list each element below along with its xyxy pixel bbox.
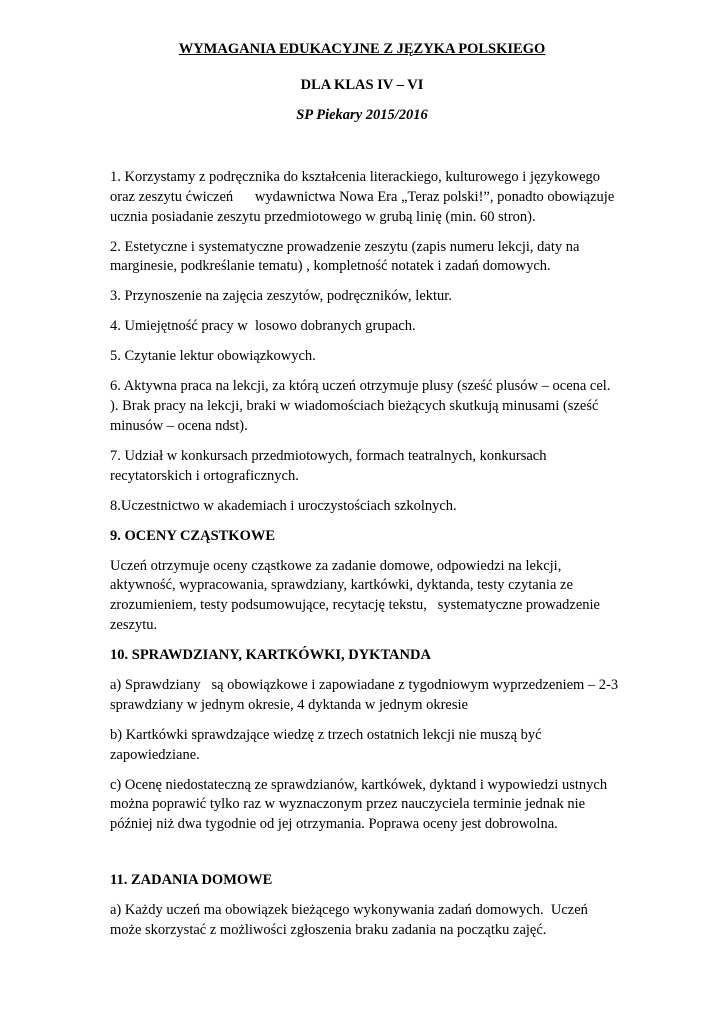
section-heading-grades: 9. OCENY CZĄSTKOWE	[110, 527, 276, 544]
rule-paragraph: 8.Uczestnictwo w akademiach i uroczystościach szkolnych.	[110, 497, 457, 514]
document-body	[110, 168, 622, 951]
section-heading-tests: 10. SPRAWDZIANY, KARTKÓWKI, DYKTANDA	[110, 647, 431, 664]
rule-paragraph: 6. Aktywna praca na lekcji, za którą uczeń otrzymuje plusy (sześć plusów – ocena cel. ). Brak pracy na lekcji, braki w wiadomościach bieżących skutkują minusami (sześć minusów – ocena ndst).	[110, 378, 615, 434]
section-paragraph: b) Kartkówki sprawdzające wiedzę z trzech ostatnich lekcji nie muszą być zapowiedziane.	[110, 726, 546, 763]
rule-paragraph: 3. Przynoszenie na zajęcia zeszytów, podręczników, lektur.	[110, 288, 452, 305]
document-subtitle: DLA KLAS IV – VI	[300, 77, 424, 93]
rule-paragraph: 7. Udział w konkursach przedmiotowych, formach teatralnych, konkursach recytatorskich i ortograficznych.	[110, 447, 551, 484]
document-title: WYMAGANIA EDUKACYJNE Z JĘZYKA POLSKIEGO	[178, 41, 546, 57]
section-paragraph: a) Sprawdziany są obowiązkowe i zapowiadane z tygodniowym wyprzedzeniem – 2-3 sprawdziany w jednym okresie, 4 dyktanda w jednym okresie	[110, 677, 622, 713]
rule-paragraph: 4. Umiejętność pracy w losowo dobranych grupach.	[110, 318, 416, 335]
school-year: SP Piekary 2015/2016	[296, 107, 428, 123]
section-paragraph: a) Każdy uczeń ma obowiązek bieżącego wykonywania zadań domowych. Uczeń może skorzystać z możliwości zgłoszenia braku zadania na początku zajęć.	[110, 901, 592, 938]
rule-paragraph: 5. Czytanie lektur obowiązkowych.	[110, 348, 316, 365]
rule-paragraph: 1. Korzystamy z podręcznika do kształcenia literackiego, kulturowego i językowego oraz zeszytu ćwiczeń wydawnictwa Nowa Era „Teraz polski!”, ponadto obowiązuje ucznia posiadanie zeszytu przedmiotowego w grubą linię (min. 60 stron).	[110, 169, 618, 225]
section-paragraph: c) Ocenę niedostateczną ze sprawdzianów, kartkówek, dyktand i wypowiedzi ustnych można poprawić tylko raz w wyznaczonym przez nauczyciela terminie jednak nie później niż dwa tygodnie od jej otrzymania. Poprawa oceny jest dobrowolna.	[110, 776, 611, 833]
section-paragraph: Uczeń otrzymuje oceny cząstkowe za zadanie domowe, odpowiedzi na lekcji, aktywność, wypracowania, sprawdziany, kartkówki, dyktanda, testy czytania ze zrozumieniem, testy podsumowujące, recytację tekstu, systematyczne prowadzenie zeszytu.	[110, 557, 604, 634]
section-heading-homework: 11. ZADANIA DOMOWE	[110, 871, 273, 888]
rule-paragraph: 2. Estetyczne i systematyczne prowadzenie zeszytu (zapis numeru lekcji, daty na marginesie, podkreślanie tematu) , kompletność notatek i zadań domowych.	[110, 238, 584, 275]
